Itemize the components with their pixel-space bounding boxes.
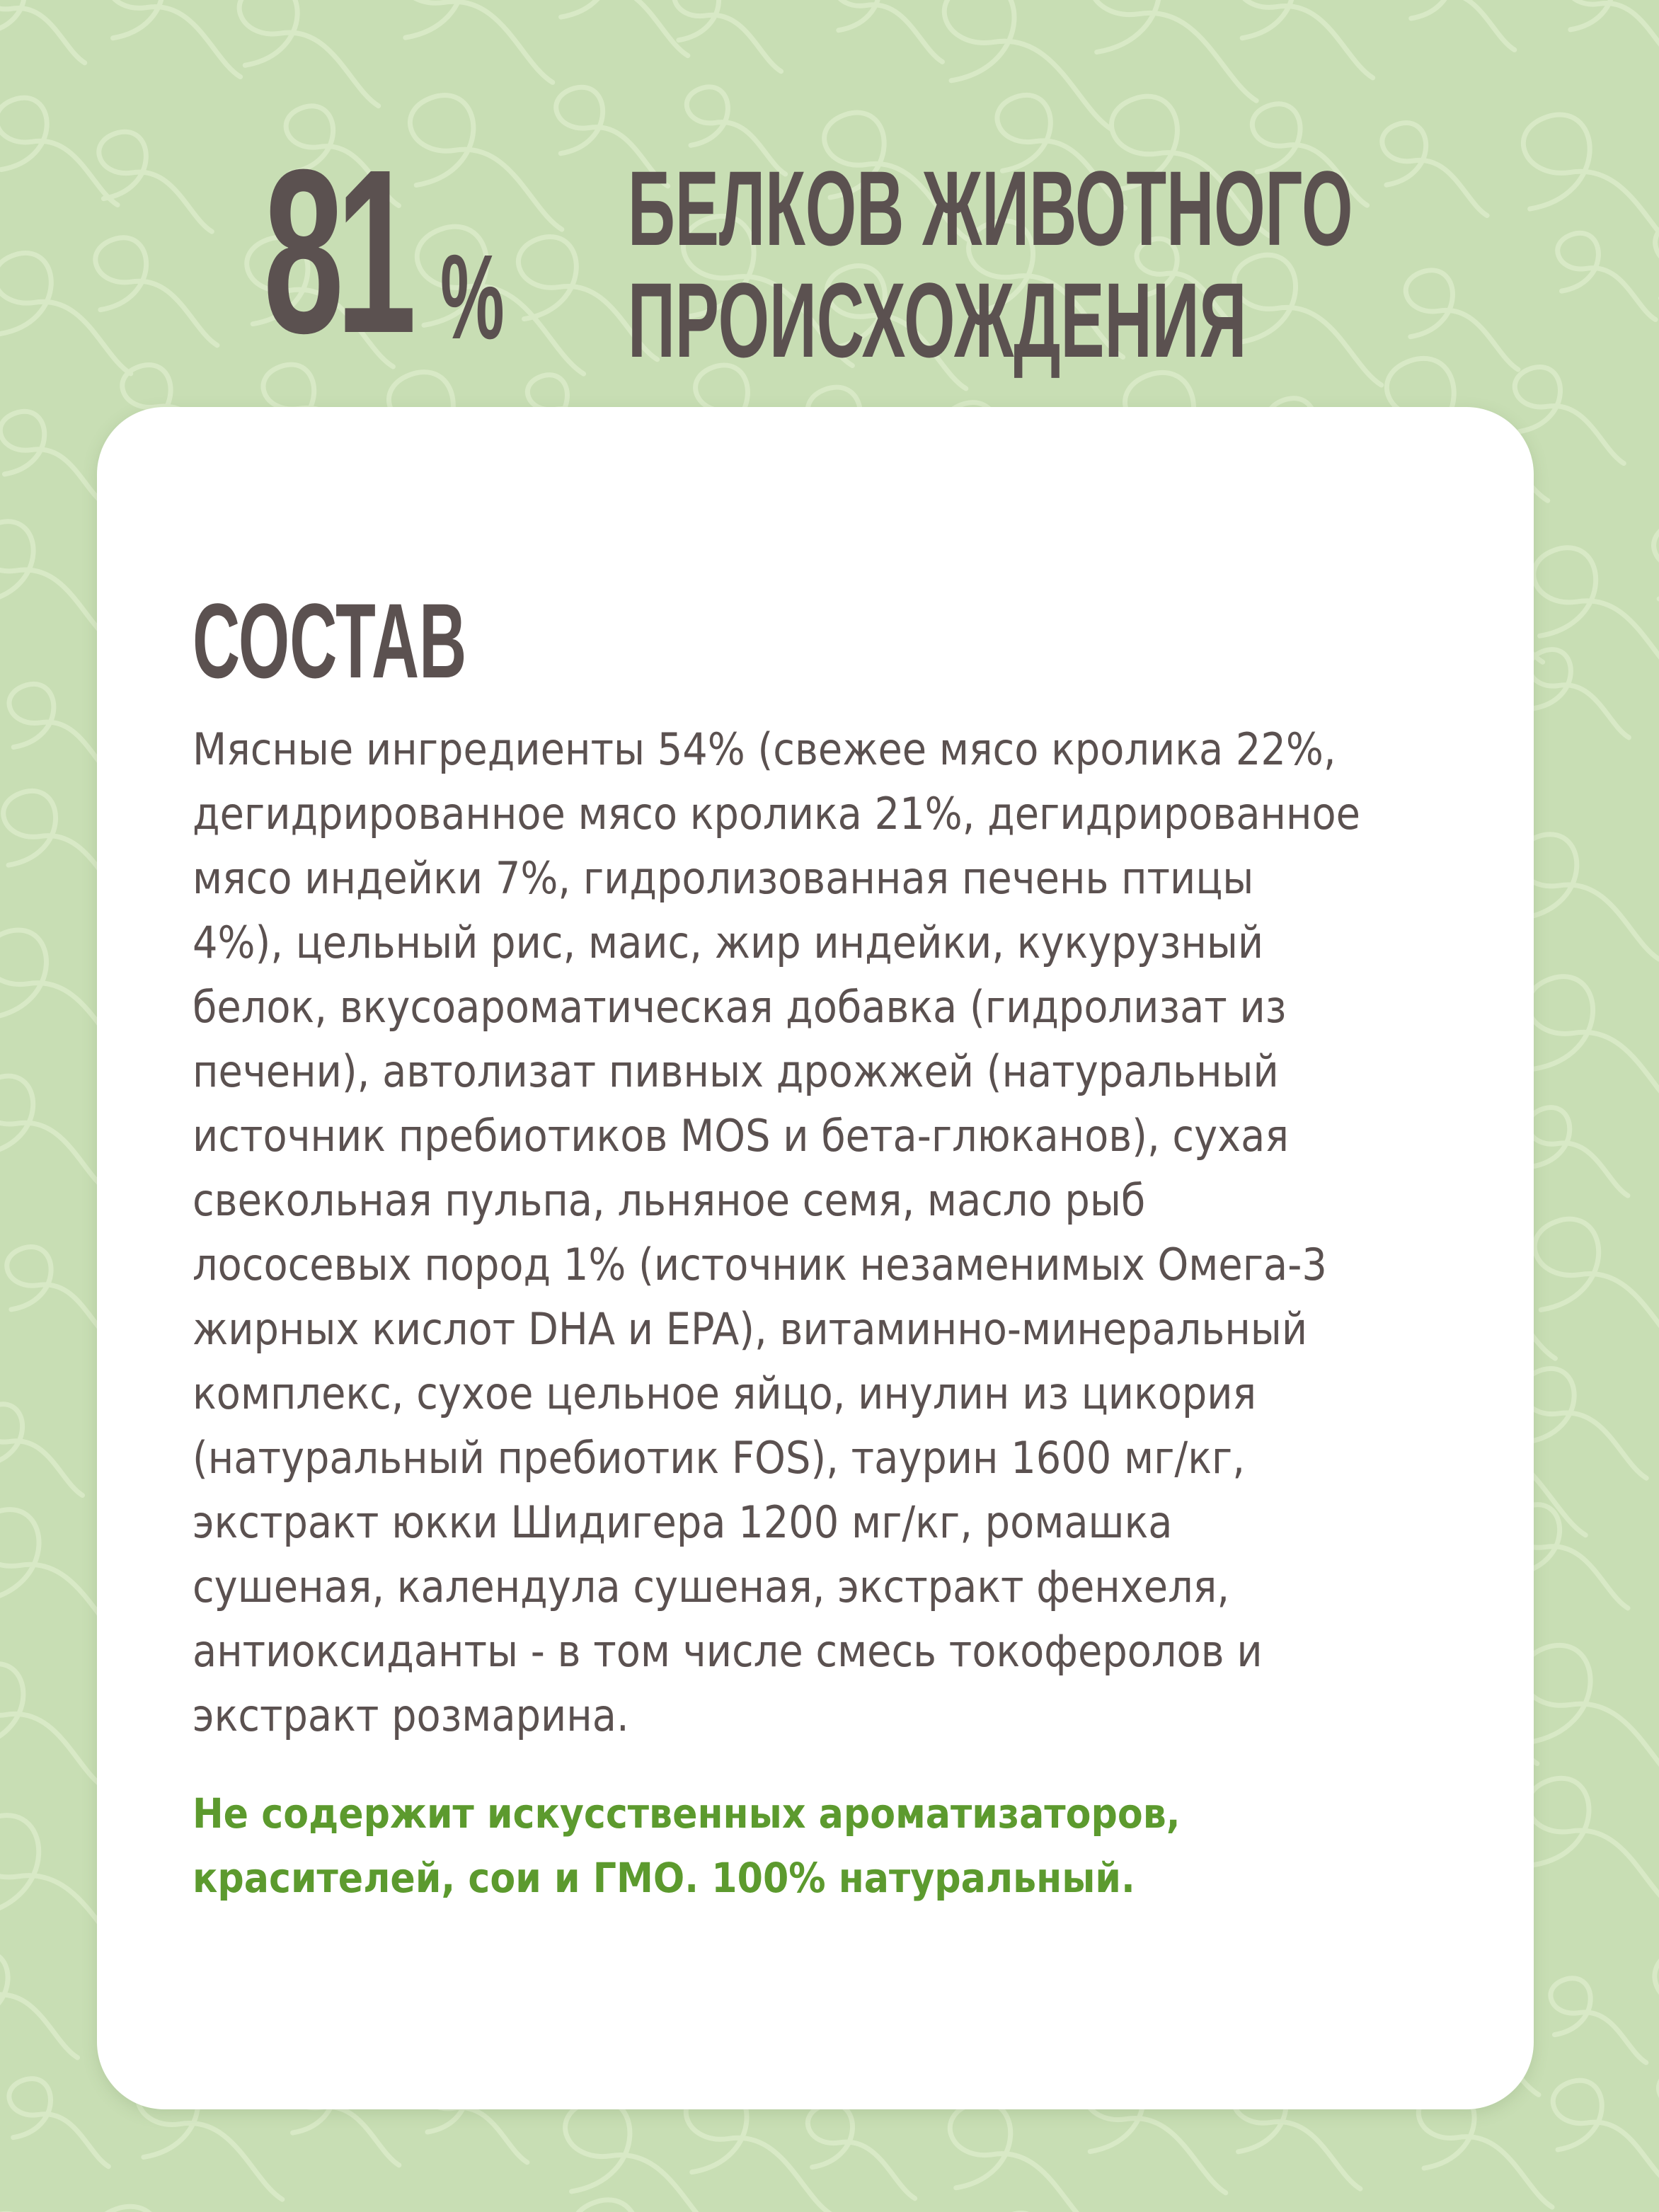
- note-line: Не содержит искусственных ароматизаторов,: [193, 1789, 1181, 1838]
- swirl-shape: [0, 253, 131, 373]
- headline-caption-line: БЕЛКОВ ЖИВОТНОГО: [628, 149, 1353, 268]
- swirl-shape: [944, 0, 1112, 130]
- composition-line: свекольная пульпа, льняное семя, масло рыб: [193, 1174, 1146, 1226]
- swirl-shape: [1528, 1778, 1659, 1908]
- swirl-shape: [1518, 835, 1659, 959]
- swirl-shape: [0, 1076, 110, 1192]
- composition-line: сушеная, календула сушеная, экстракт фенхеля,: [193, 1561, 1230, 1612]
- swirl-shape: [0, 1663, 105, 1788]
- swirl-shape: [99, 132, 212, 231]
- swirl-shape: [1566, 0, 1659, 62]
- headline-caption: [628, 149, 1353, 379]
- percent-sign: %: [440, 230, 505, 365]
- composition-line: источник пребиотиков MOS и бета-глюканов), сухая: [193, 1110, 1289, 1162]
- swirl-shape: [1236, 0, 1372, 78]
- swirl-shape: [239, 0, 379, 106]
- swirl-shape: [1654, 522, 1659, 636]
- swirl-shape: [1528, 1108, 1628, 1196]
- swirl-shape: [834, 0, 943, 62]
- composition-line: антиоксиданты - в том числе смесь токоферолов и: [193, 1625, 1263, 1677]
- swirl-shape: [950, 2102, 1095, 2212]
- swirl-shape: [0, 411, 106, 505]
- swirl-shape: [1655, 1946, 1659, 2094]
- swirl-shape: [1522, 1645, 1659, 1790]
- composition-line: экстракт юкки Шидигера 1200 мг/кг, ромашка: [193, 1496, 1173, 1548]
- swirl-shape: [566, 2099, 721, 2212]
- composition-line: 4%), цельный рис, маис, жир индейки, кукурузный: [193, 917, 1264, 968]
- swirl-shape: [573, 2200, 729, 2212]
- swirl-shape: [93, 2206, 258, 2212]
- composition-line: комплекс, сухое цельное яйцо, инулин из цикория: [193, 1368, 1257, 1419]
- swirl-shape: [1551, 1978, 1646, 2063]
- swirl-shape: [96, 238, 217, 345]
- swirl-shape: [0, 522, 113, 641]
- composition-line: экстракт розмарина.: [193, 1690, 629, 1741]
- swirl-shape: [1515, 367, 1624, 464]
- composition-line: печени), автолизат пивных дрожжей (натуральный: [193, 1045, 1279, 1097]
- swirl-shape: [0, 0, 85, 63]
- swirl-shape: [1407, 0, 1515, 50]
- swirl-shape: [556, 0, 688, 56]
- composition-line: жирных кислот DHA и EPA), витаминно-минеральный: [193, 1303, 1308, 1355]
- note-line: красителей, сои и ГМО. 100% натуральный.: [193, 1854, 1135, 1902]
- composition-line: лососевых пород 1% (источник незаменимых Омега-3: [193, 1239, 1327, 1290]
- composition-line: (натуральный пребиотик FOS), таурин 1600 мг/кг,: [193, 1432, 1245, 1484]
- swirl-shape: [0, 1404, 82, 1496]
- swirl-shape: [399, 0, 553, 82]
- swirl-shape: [1558, 233, 1655, 319]
- swirl-shape: [808, 2104, 914, 2199]
- protein-percentage-number: 81: [263, 120, 409, 382]
- swirl-shape: [0, 1952, 78, 2058]
- composition-line: дегидрированное мясо кролика 21%, дегидрированное: [193, 788, 1360, 839]
- composition-title: СОСТАВ: [193, 581, 467, 700]
- swirl-shape: [1534, 1219, 1659, 1355]
- headline-caption-line: ПРОИСХОЖДЕНИЯ: [628, 260, 1247, 379]
- composition-card: [97, 407, 1534, 2109]
- no-additives-note: [193, 1782, 1466, 1910]
- composition-line: мясо индейки 7%, гидролизованная печень птицы: [193, 852, 1254, 904]
- swirl-shape: [1090, 0, 1256, 101]
- swirl-shape: [1522, 1368, 1646, 1478]
- swirl-shape: [108, 0, 241, 77]
- composition-line: Мясные ингредиенты 54% (свежее мясо кролика 22%,: [193, 723, 1336, 775]
- headline: [263, 120, 1466, 382]
- swirl-shape: [674, 0, 781, 71]
- swirl-shape: [1528, 977, 1659, 1115]
- swirl-shape: [9, 2079, 108, 2167]
- swirl-shape: [1553, 2080, 1659, 2184]
- composition-line: белок, вкусоароматическая добавка (гидролизат из: [193, 981, 1287, 1033]
- swirl-shape: [1534, 548, 1659, 680]
- composition-text: [193, 717, 1466, 1748]
